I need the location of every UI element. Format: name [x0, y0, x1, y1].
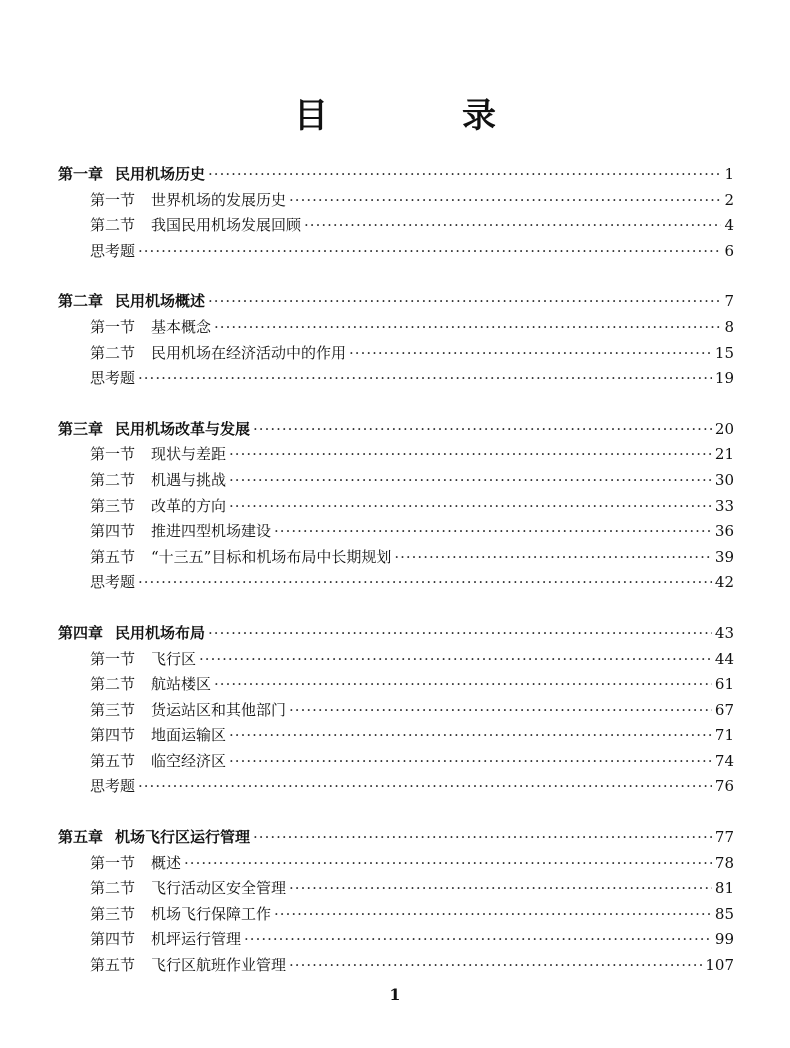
section-title: 临空经济区	[151, 751, 227, 770]
leader-dots	[138, 573, 712, 591]
toc-chapter-entry[interactable]	[58, 290, 734, 316]
leader-dots	[138, 777, 712, 795]
chapter-3	[58, 418, 734, 597]
leader-dots	[289, 956, 702, 974]
leader-dots	[289, 191, 721, 209]
toc-section-entry[interactable]	[58, 699, 734, 725]
page-ref: 7	[724, 292, 734, 311]
toc-section-entry[interactable]	[58, 877, 734, 903]
toc-section-entry[interactable]	[58, 750, 734, 776]
section-title: 飞行活动区安全管理	[151, 879, 287, 898]
page-ref: 81	[714, 879, 734, 898]
page-ref: 8	[724, 317, 734, 336]
page-ref: 42	[714, 573, 734, 592]
toc-section-entry[interactable]	[58, 367, 734, 393]
section-number: 第四节	[90, 726, 136, 745]
page-ref: 21	[714, 445, 734, 464]
leader-dots	[138, 369, 712, 387]
toc-section-entry[interactable]	[58, 673, 734, 699]
page-ref: 20	[714, 419, 734, 438]
page-ref: 76	[714, 777, 734, 796]
toc-section-entry[interactable]	[58, 443, 734, 469]
page-title: 目 录	[294, 96, 546, 136]
toc-section-entry[interactable]	[58, 240, 734, 266]
chapter-title: 民用机场改革与发展	[115, 419, 251, 438]
page-ref: 71	[714, 726, 734, 745]
chapter-1	[58, 163, 734, 265]
section-title: 思考题	[90, 573, 136, 592]
leader-dots	[289, 879, 712, 897]
leader-dots	[229, 752, 712, 770]
leader-dots	[208, 624, 712, 642]
toc-section-entry[interactable]	[58, 852, 734, 878]
toc-chapter-entry[interactable]	[58, 622, 734, 648]
toc-section-entry[interactable]	[58, 495, 734, 521]
toc-section-entry[interactable]	[58, 342, 734, 368]
page-ref: 78	[714, 853, 734, 872]
section-title: 货运站区和其他部门	[151, 700, 287, 719]
page-ref: 39	[714, 547, 734, 566]
chapter-number: 第二章	[58, 292, 104, 311]
leader-dots	[274, 905, 712, 923]
toc-chapter-entry[interactable]	[58, 418, 734, 444]
leader-dots	[199, 650, 712, 668]
chapter-number: 第四章	[58, 623, 104, 642]
page-ref: 19	[714, 369, 734, 388]
section-title: 思考题	[90, 241, 136, 260]
section-title: 地面运输区	[151, 726, 227, 745]
page-ref: 77	[714, 828, 734, 847]
section-number: 第二节	[90, 879, 136, 898]
page-ref: 43	[714, 623, 734, 642]
page-ref: 2	[724, 190, 734, 209]
toc-section-entry[interactable]	[58, 903, 734, 929]
leader-dots	[214, 675, 712, 693]
page-ref: 85	[714, 904, 734, 923]
section-title: 飞行区航班作业管理	[151, 956, 287, 975]
section-number: 第一节	[90, 445, 136, 464]
leader-dots	[394, 548, 712, 566]
leader-dots	[138, 242, 721, 260]
leader-dots	[289, 701, 712, 719]
page-number: 1	[389, 985, 401, 1004]
leader-dots	[184, 854, 712, 872]
page-ref: 44	[714, 649, 734, 668]
chapter-4	[58, 622, 734, 801]
chapter-number: 第五章	[58, 828, 104, 847]
chapter-title: 民用机场布局	[115, 623, 206, 642]
section-title: 飞行区	[151, 649, 197, 668]
leader-dots	[229, 726, 712, 744]
toc-section-entry[interactable]	[58, 954, 734, 980]
section-title: 我国民用机场发展回顾	[151, 216, 302, 235]
page-ref: 67	[714, 700, 734, 719]
leader-dots	[274, 522, 712, 540]
section-number: 第二节	[90, 675, 136, 694]
section-number: 第五节	[90, 956, 136, 975]
page-ref: 30	[714, 470, 734, 489]
page-ref: 36	[714, 522, 734, 541]
section-number: 第三节	[90, 904, 136, 923]
section-number: 第一节	[90, 649, 136, 668]
chapter-title: 机场飞行区运行管理	[115, 828, 251, 847]
toc-section-entry[interactable]	[58, 316, 734, 342]
page-ref: 99	[714, 930, 734, 949]
section-number: 第四节	[90, 930, 136, 949]
leader-dots	[253, 828, 712, 846]
leader-dots	[208, 292, 721, 310]
leader-dots	[229, 471, 712, 489]
section-title: 航站楼区	[151, 675, 212, 694]
toc-section-entry[interactable]	[58, 571, 734, 597]
section-title: 思考题	[90, 777, 136, 796]
toc-chapter-entry[interactable]	[58, 163, 734, 189]
leader-dots	[229, 497, 712, 515]
toc-section-entry[interactable]	[58, 520, 734, 546]
chapter-number: 第三章	[58, 419, 104, 438]
section-title: 机遇与挑战	[151, 470, 227, 489]
leader-dots	[214, 318, 721, 336]
page-ref: 6	[724, 241, 734, 260]
chapter-title: 民用机场历史	[115, 165, 206, 183]
section-number: 第一节	[90, 190, 136, 209]
section-number: 第五节	[90, 751, 136, 770]
section-number: 第四节	[90, 522, 136, 541]
section-title: “十三五”目标和机场布局中长期规划	[151, 547, 392, 566]
section-title: 现状与差距	[151, 445, 227, 464]
section-title: 民用机场在经济活动中的作用	[151, 343, 347, 362]
leader-dots	[349, 344, 712, 362]
section-number: 第三节	[90, 700, 136, 719]
section-number: 第五节	[90, 547, 136, 566]
section-number: 第二节	[90, 470, 136, 489]
page-ref: 1	[724, 165, 734, 183]
section-title: 推进四型机场建设	[151, 522, 272, 541]
page-ref: 33	[714, 496, 734, 515]
chapter-number: 第一章	[58, 165, 104, 183]
toc-section-entry[interactable]	[58, 928, 734, 954]
section-title: 世界机场的发展历史	[151, 190, 287, 209]
page-ref: 107	[705, 956, 734, 975]
toc-section-entry[interactable]	[58, 546, 734, 572]
section-title: 机坪运行管理	[151, 930, 242, 949]
leader-dots	[304, 216, 721, 234]
toc-section-entry[interactable]	[58, 469, 734, 495]
toc-section-entry[interactable]	[58, 775, 734, 801]
leader-dots	[253, 420, 712, 438]
section-title: 概述	[151, 853, 182, 872]
page-ref: 74	[714, 751, 734, 770]
section-title: 基本概念	[151, 317, 212, 336]
toc-section-entry[interactable]	[58, 214, 734, 240]
section-number: 第一节	[90, 853, 136, 872]
section-number: 第三节	[90, 496, 136, 515]
toc-section-entry[interactable]	[58, 724, 734, 750]
table-of-contents	[58, 163, 734, 1005]
leader-dots	[229, 445, 712, 463]
section-number: 第二节	[90, 216, 136, 235]
section-title: 改革的方向	[151, 496, 227, 515]
chapter-5	[58, 826, 734, 980]
section-title: 机场飞行保障工作	[151, 904, 272, 923]
section-number: 第二节	[90, 343, 136, 362]
toc-chapter-entry[interactable]	[58, 826, 734, 852]
chapter-2	[58, 290, 734, 392]
section-title: 思考题	[90, 369, 136, 388]
page-ref: 4	[724, 216, 734, 235]
page-ref: 15	[714, 343, 734, 362]
section-number: 第一节	[90, 317, 136, 336]
chapter-title: 民用机场概述	[115, 292, 206, 311]
toc-section-entry[interactable]	[58, 189, 734, 215]
leader-dots	[244, 930, 712, 948]
leader-dots	[208, 165, 721, 183]
toc-section-entry[interactable]	[58, 648, 734, 674]
page-ref: 61	[714, 675, 734, 694]
